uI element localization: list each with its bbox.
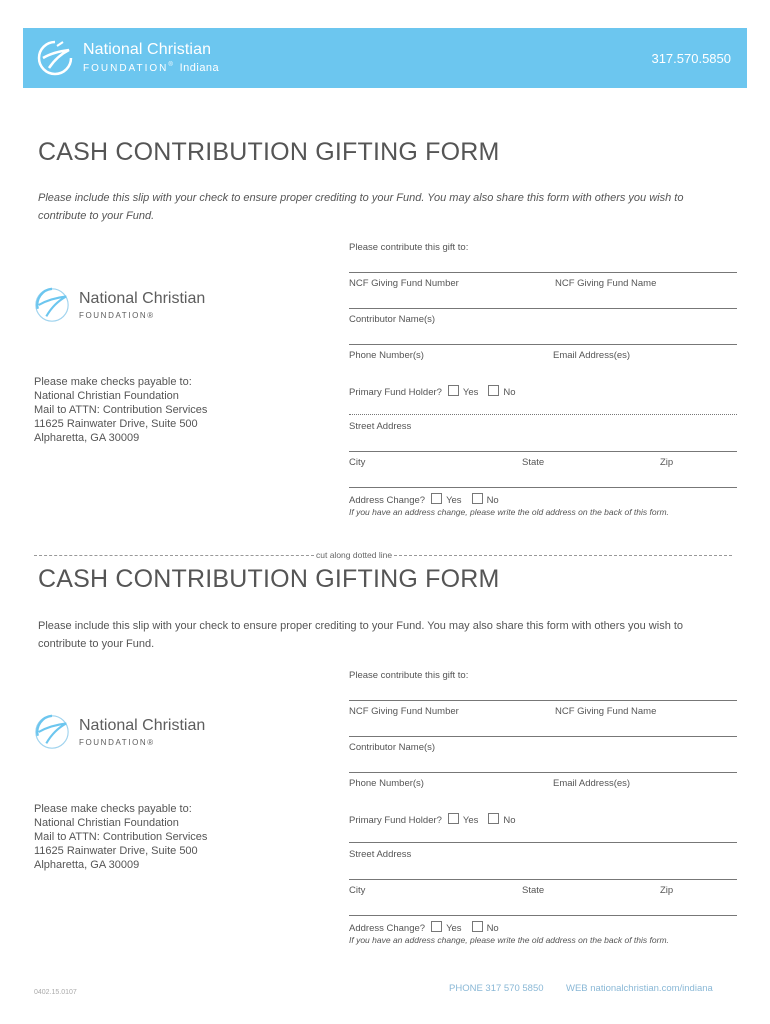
contribute-label: Please contribute this gift to:	[349, 670, 469, 681]
primary-holder-row	[349, 385, 516, 398]
primary-yes-label: Yes	[462, 387, 479, 398]
zip-label: Zip	[660, 457, 674, 468]
phone-label: Phone Number(s)	[349, 778, 424, 789]
cut-line	[34, 550, 732, 560]
fund-number-label: NCF Giving Fund Number	[349, 278, 459, 289]
city-line[interactable]	[349, 915, 737, 916]
payable-block	[34, 802, 207, 872]
contributor-line[interactable]	[349, 308, 737, 309]
header-logo-line2: FOUNDATION® Indiana	[83, 62, 220, 74]
contributor-label: Contributor Name(s)	[349, 314, 436, 325]
contribute-label: Please contribute this gift to:	[349, 242, 469, 253]
cut-label: cut along dotted line	[316, 550, 393, 560]
address-change-row	[349, 921, 499, 934]
address-change-no-checkbox[interactable]	[472, 921, 483, 932]
primary-holder-row	[349, 813, 516, 826]
header-phone: 317.570.5850	[651, 51, 731, 66]
primary-no-checkbox[interactable]	[488, 385, 499, 396]
ncf-logo-line1: National Christian	[79, 717, 206, 734]
payable-line-4: 11625 Rainwater Drive, Suite 500	[34, 845, 198, 857]
address-change-row	[349, 493, 499, 506]
phone-line[interactable]	[349, 772, 737, 773]
footer-web[interactable]: WEB nationalchristian.com/indiana	[566, 983, 713, 994]
ncf-logo-text	[79, 717, 205, 747]
street-label: Street Address	[349, 849, 412, 860]
city-line[interactable]	[349, 487, 737, 488]
form-title: CASH CONTRIBUTION GIFTING FORM	[38, 138, 500, 166]
payable-line-3: Mail to ATTN: Contribution Services	[34, 831, 208, 843]
payable-line-2: National Christian Foundation	[34, 390, 179, 402]
address-change-no-checkbox[interactable]	[472, 493, 483, 504]
state-label: State	[522, 885, 545, 896]
ncf-logo-line2: FOUNDATION®	[79, 311, 155, 320]
contributor-line[interactable]	[349, 736, 737, 737]
header-logo-line1: National Christian	[83, 41, 212, 58]
payable-line-3: Mail to ATTN: Contribution Services	[34, 404, 208, 416]
fund-name-label: NCF Giving Fund Name	[555, 278, 657, 289]
payable-line-5: Alpharetta, GA 30009	[34, 859, 140, 871]
address-change-label: Address Change?	[349, 495, 426, 506]
city-label: City	[349, 885, 366, 896]
primary-holder-label: Primary Fund Holder?	[349, 387, 442, 398]
address-change-yes-label: Yes	[446, 923, 462, 934]
primary-yes-checkbox[interactable]	[448, 385, 459, 396]
street-line[interactable]	[349, 451, 737, 452]
ncf-logo-line1: National Christian	[79, 290, 206, 307]
fund-name-label: NCF Giving Fund Name	[555, 706, 657, 717]
primary-no-checkbox[interactable]	[488, 813, 499, 824]
header-banner	[23, 28, 747, 88]
primary-holder-label: Primary Fund Holder?	[349, 815, 442, 826]
header-logo-text	[83, 41, 219, 74]
ncf-logo-icon	[33, 286, 71, 324]
email-label: Email Address(es)	[553, 350, 631, 361]
primary-holder-line	[349, 842, 737, 843]
fund-line[interactable]	[349, 272, 737, 273]
email-label: Email Address(es)	[553, 778, 631, 789]
contributor-label: Contributor Name(s)	[349, 742, 436, 753]
fund-number-label: NCF Giving Fund Number	[349, 706, 459, 717]
fund-line[interactable]	[349, 700, 737, 701]
phone-line[interactable]	[349, 344, 737, 345]
form-code: 0402.15.0107	[34, 989, 77, 996]
ncf-logo-icon	[35, 38, 75, 78]
address-change-yes-label: Yes	[446, 495, 462, 506]
payable-line-4: 11625 Rainwater Drive, Suite 500	[34, 418, 198, 430]
payable-line-1: Please make checks payable to:	[34, 803, 192, 815]
address-change-no-label: No	[486, 495, 499, 506]
ncf-logo-icon	[33, 713, 71, 751]
state-label: State	[522, 457, 545, 468]
payable-line-1: Please make checks payable to:	[34, 376, 192, 388]
phone-label: Phone Number(s)	[349, 350, 424, 361]
address-change-yes-checkbox[interactable]	[431, 921, 442, 932]
form-title: CASH CONTRIBUTION GIFTING FORM	[38, 565, 500, 593]
ncf-logo-text	[79, 290, 205, 320]
primary-no-label: No	[503, 387, 516, 398]
payable-block	[34, 375, 207, 445]
address-change-yes-checkbox[interactable]	[431, 493, 442, 504]
address-change-label: Address Change?	[349, 923, 426, 934]
address-note: If you have an address change, please write the old address on the back of this form.	[349, 507, 669, 517]
primary-yes-label: Yes	[462, 815, 479, 826]
street-label: Street Address	[349, 421, 412, 432]
city-label: City	[349, 457, 366, 468]
primary-no-label: No	[503, 815, 516, 826]
form-intro: Please include this slip with your check to ensure proper crediting to your Fund. You may also share this form with others you wish to contribute to your Fund.	[38, 620, 684, 650]
ncf-logo-line2: FOUNDATION®	[79, 738, 155, 747]
street-line[interactable]	[349, 879, 737, 880]
address-note: If you have an address change, please write the old address on the back of this form.	[349, 935, 669, 945]
primary-yes-checkbox[interactable]	[448, 813, 459, 824]
footer-phone: PHONE 317 570 5850	[449, 983, 544, 994]
address-change-no-label: No	[486, 923, 499, 934]
zip-label: Zip	[660, 885, 674, 896]
primary-holder-line	[349, 414, 737, 415]
payable-line-2: National Christian Foundation	[34, 817, 179, 829]
payable-line-5: Alpharetta, GA 30009	[34, 432, 140, 444]
form-intro: Please include this slip with your check to ensure proper crediting to your Fund. You may also share this form with others you wish to contribute to your Fund.	[38, 192, 684, 222]
